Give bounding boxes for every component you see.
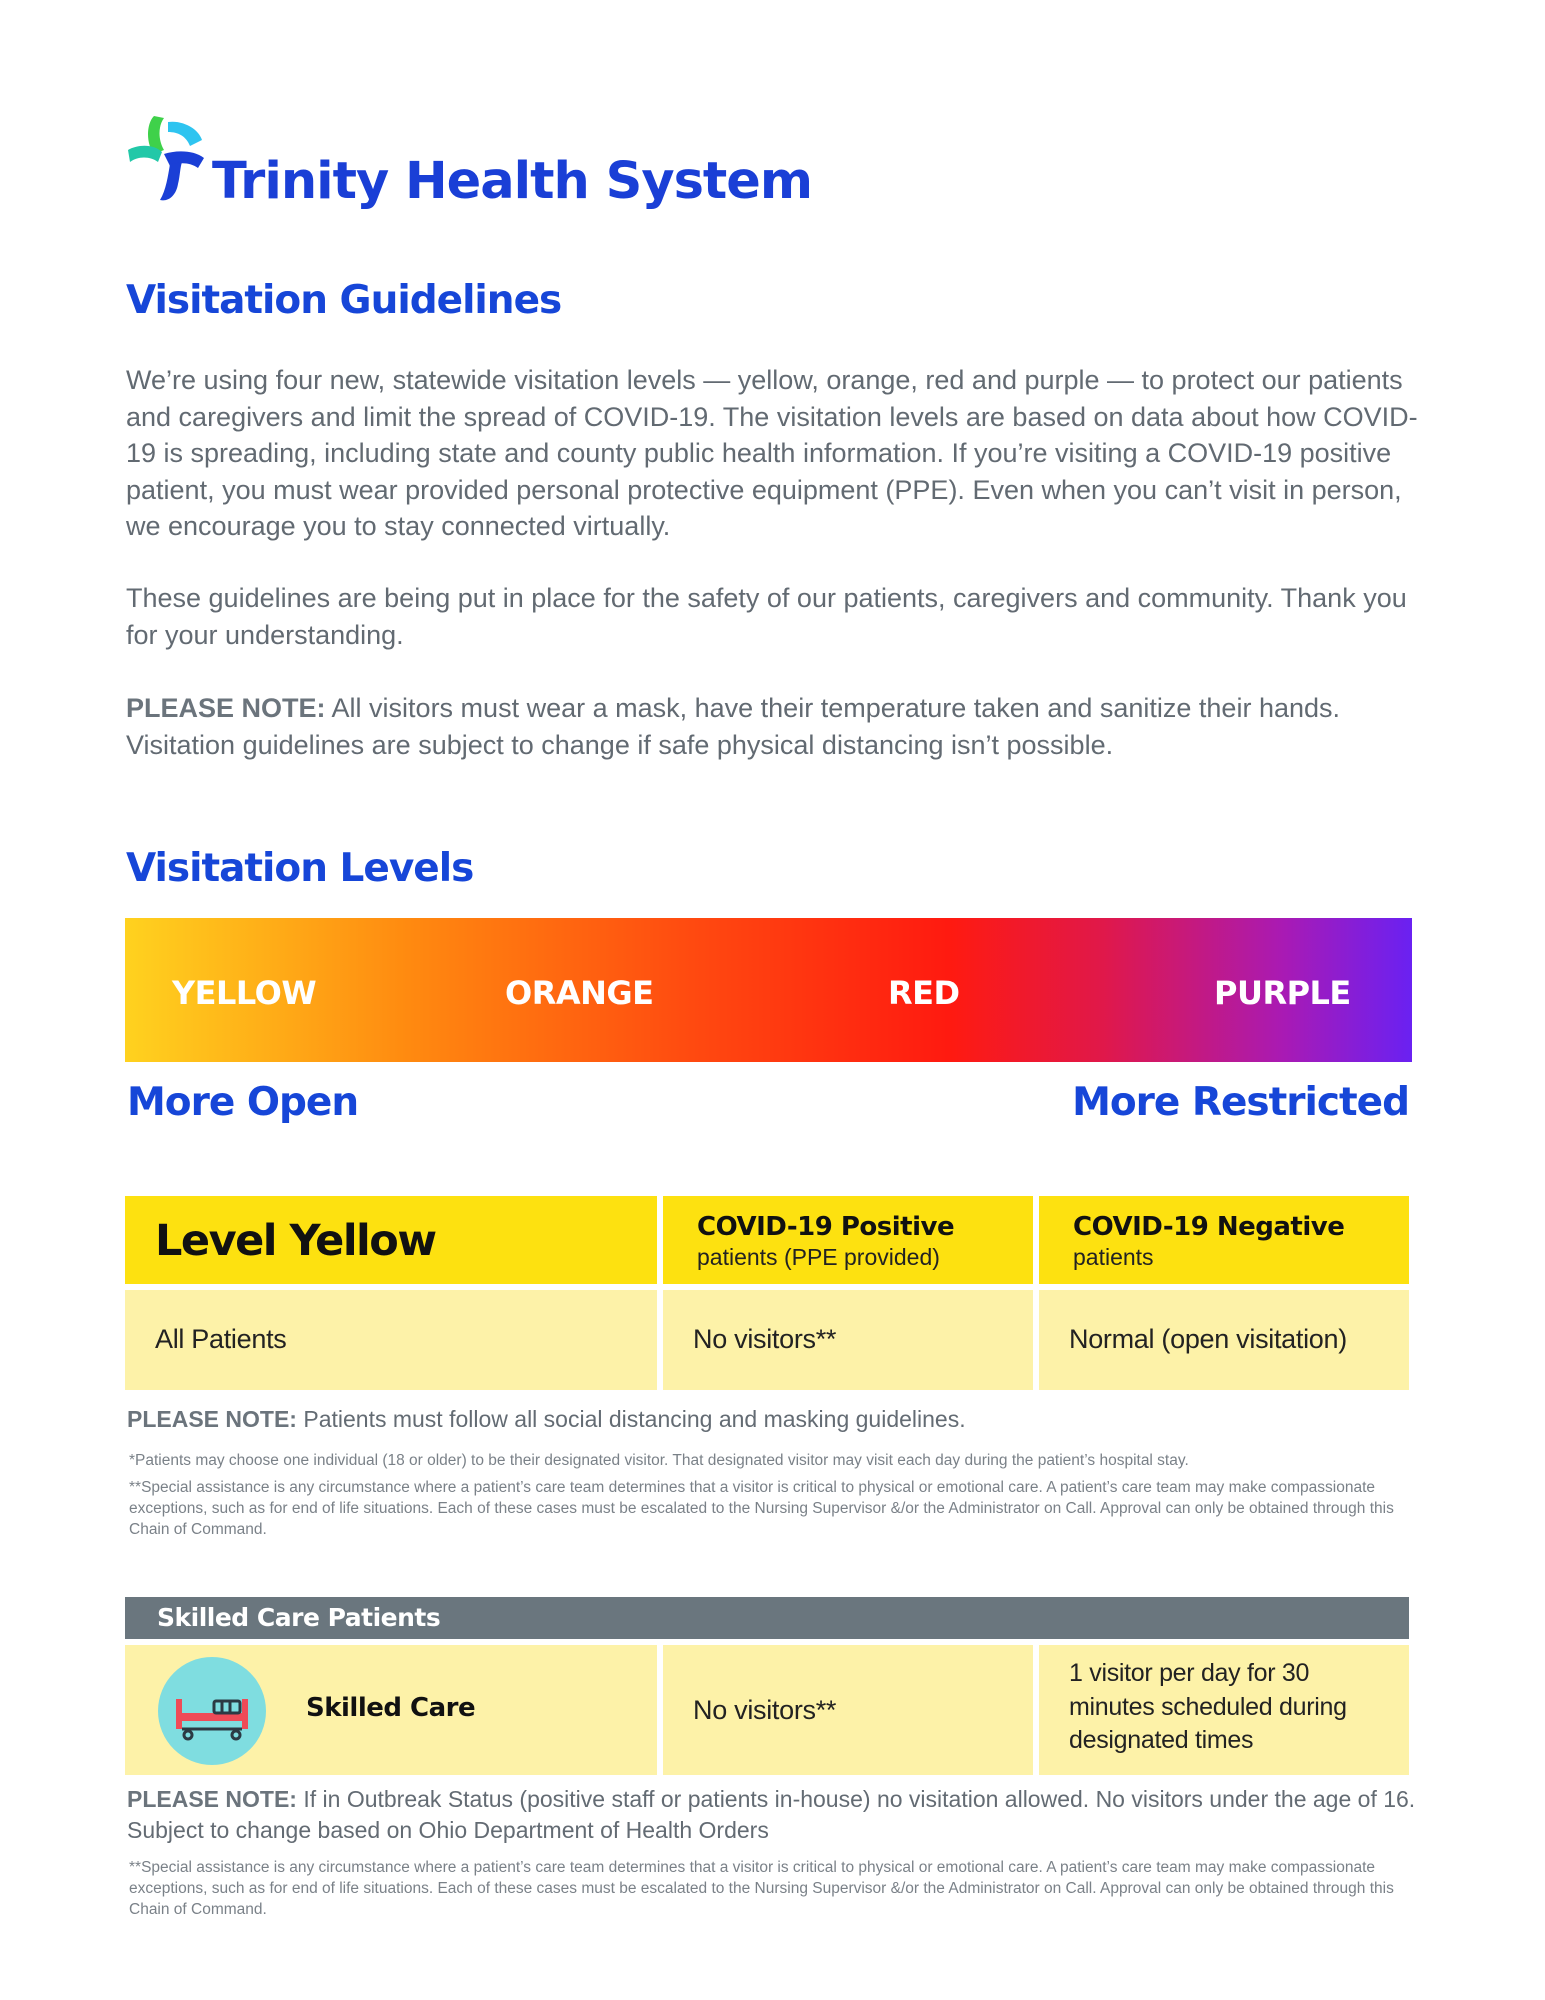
skilled-care-header-bar xyxy=(125,1597,1409,1639)
table-header-positive xyxy=(663,1196,1033,1284)
level-orange-label: ORANGE xyxy=(505,974,654,1012)
skilled-positive-cell xyxy=(663,1645,1033,1775)
levels-title: Visitation Levels xyxy=(126,846,474,891)
skilled-care-header-title: Skilled Care Patients xyxy=(157,1603,441,1632)
skilled-footnote-special-assistance: **Special assistance is any circumstance where a patient’s care team determines that a visitor is critical to physical or emotional care. A patient’s care team may make compassionate exceptions, such as for end of life situations. Each of these cases must be escalated to the Nursing Supervisor &/or the Administrator on Call. Approval can only be obtained through this Chain of Command. xyxy=(129,1859,1394,1918)
table-header-negative xyxy=(1039,1196,1409,1284)
guidelines-title: Visitation Guidelines xyxy=(126,278,562,323)
guidelines-paragraph-2: These guidelines are being put in place for the safety of our patients, caregivers and community. Thank you for your understanding. xyxy=(126,583,1407,650)
level-red-label: RED xyxy=(888,974,960,1012)
table-cell-all-patients xyxy=(125,1290,657,1390)
more-restricted-label: More Restricted xyxy=(1072,1080,1409,1125)
level-yellow-title: Level Yellow xyxy=(155,1216,436,1266)
skilled-care-label: Skilled Care xyxy=(306,1693,476,1723)
table-header-level xyxy=(125,1196,657,1284)
note-label: PLEASE NOTE: xyxy=(126,693,326,723)
all-patients-label: All Patients xyxy=(155,1324,287,1354)
skilled-positive-value: No visitors** xyxy=(693,1695,837,1725)
more-open-label: More Open xyxy=(127,1080,359,1125)
table-cell-negative-value xyxy=(1039,1290,1409,1390)
note-text: If in Outbreak Status (positive staff or patients in-house) no visitation allowed. No visitors under the age of 16. Subject to change based on Ohio Department of Health Orders xyxy=(127,1786,1416,1843)
guidelines-note xyxy=(126,690,1426,763)
note-text: Patients must follow all social distancing and masking guidelines. xyxy=(296,1406,966,1432)
negative-header: COVID-19 Negative xyxy=(1073,1212,1345,1242)
positive-subheader: patients (PPE provided) xyxy=(697,1244,940,1270)
positive-header: COVID-19 Positive xyxy=(697,1212,955,1242)
negative-value: Normal (open visitation) xyxy=(1069,1324,1347,1354)
positive-value: No visitors** xyxy=(693,1324,837,1354)
trinity-logo-icon xyxy=(124,110,220,206)
skilled-care-cell xyxy=(125,1645,657,1775)
hospital-bed-icon xyxy=(158,1657,266,1765)
level-yellow-label: YELLOW xyxy=(172,974,317,1012)
note-label: PLEASE NOTE: xyxy=(127,1406,297,1432)
table-cell-positive-value xyxy=(663,1290,1033,1390)
guidelines-paragraph-1: We’re using four new, statewide visitation levels — yellow, orange, red and purple — to protect our patients and caregivers and limit the spread of COVID-19. The visitation levels are based on data about how COVID-19 is spreading, including state and county public health information. If you’re visiting a COVID-19 positive patient, you must wear provided personal protective equipment (PPE). Even when you can’t visit in person, we encourage you to stay connected virtually. xyxy=(126,365,1418,541)
footnote-designated-visitor: *Patients may choose one individual (18 or older) to be their designated visitor. That designated visitor may visit each day during the patient’s hospital stay. xyxy=(129,1452,1189,1469)
level-purple-label: PURPLE xyxy=(1214,974,1351,1012)
skilled-negative-value: 1 visitor per day for 30 minutes scheduled during designated times xyxy=(1069,1659,1347,1754)
yellow-note xyxy=(127,1406,966,1433)
footnote-special-assistance: **Special assistance is any circumstance where a patient’s care team determines that a visitor is critical to physical or emotional care. A patient’s care team may make compassionate exceptions, such as for end of life situations. Each of these cases must be escalated to the Nursing Supervisor &/or the Administrator on Call. Approval can only be obtained through this Chain of Command. xyxy=(129,1479,1394,1538)
skilled-negative-cell xyxy=(1039,1645,1409,1775)
note-text: All visitors must wear a mask, have their temperature taken and sanitize their hands. Visitation guidelines are subject to change if safe physical distancing isn’t possible. xyxy=(126,693,1341,760)
note-label: PLEASE NOTE: xyxy=(127,1786,297,1812)
logo-wordmark: Trinity Health System xyxy=(212,152,813,211)
negative-subheader: patients xyxy=(1073,1244,1154,1270)
skilled-note xyxy=(127,1784,1427,1845)
